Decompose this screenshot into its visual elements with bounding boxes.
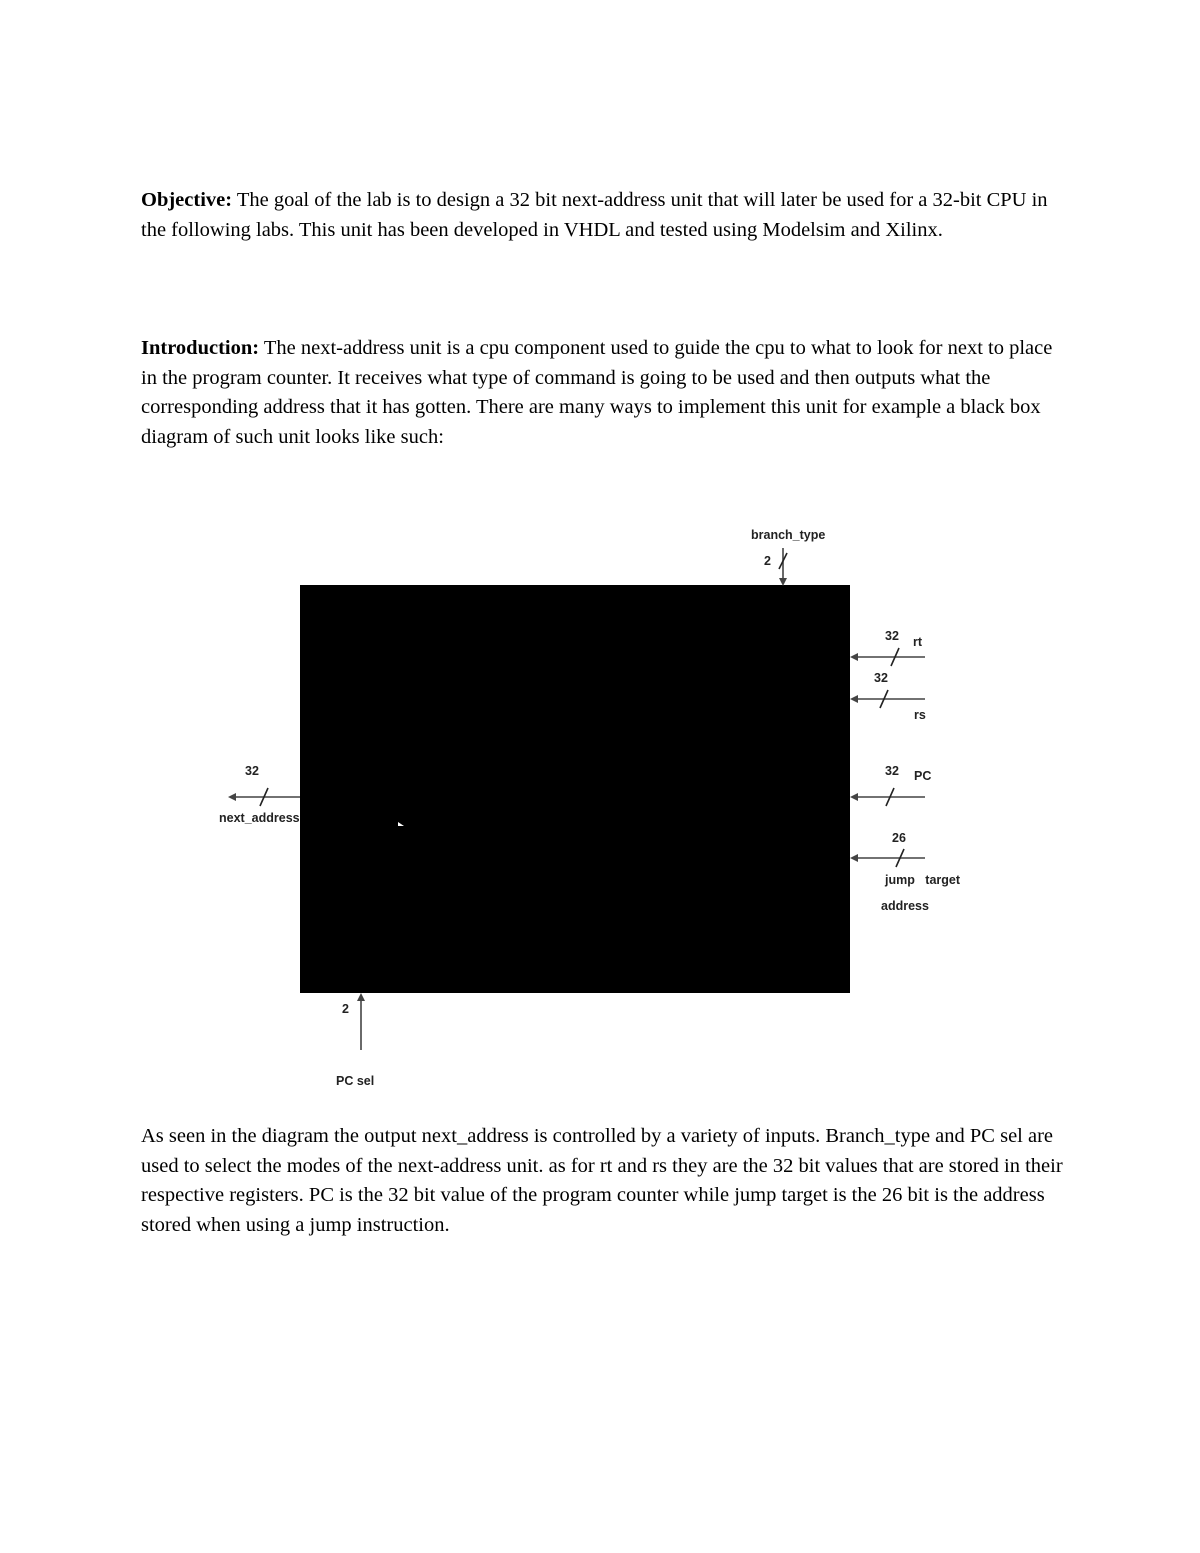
branch-type-width: 2 (764, 554, 771, 568)
pc-width: 32 (885, 764, 899, 778)
next-address-signal (219, 764, 300, 825)
jump-target-label-line2: address (881, 899, 929, 913)
pc-sel-width: 2 (342, 1002, 349, 1016)
branch-type-signal (751, 528, 825, 586)
introduction-paragraph (141, 334, 1071, 452)
introduction-label: Introduction: (141, 337, 260, 359)
rs-label: rs (914, 708, 926, 722)
pc-signal (850, 764, 931, 806)
rt-width: 32 (885, 629, 899, 643)
rs-signal (850, 671, 926, 722)
rt-signal (850, 629, 925, 666)
rs-width: 32 (874, 671, 888, 685)
pc-sel-signal (336, 993, 374, 1088)
explanation-paragraph: As seen in the diagram the output next_address is controlled by a variety of inputs. Branch_type and PC sel are used to select the modes of the next-address unit. as for rt and rs they are the 32 bit values that are stored in their respective registers. PC is the 32 bit value of the program counter while jump target is the 26 bit is the address stored when using a jump instruction. (141, 1125, 1063, 1236)
jump-target-label: jump target (885, 873, 961, 887)
introduction-text: The next-address unit is a cpu component used to guide the cpu to what to look for next to place in the program counter. It receives what type of command is going to be used and then outputs what the corresponding address that it has gotten. There are many ways to implement this unit for example a black box diagram of such unit looks like such: (141, 337, 1053, 448)
rt-label: rt (913, 635, 923, 649)
objective-label: Objective: (141, 189, 233, 211)
next-address-label: next_address (219, 811, 300, 825)
objective-text: The goal of the lab is to design a 32 bit next-address unit that will later be used for a 32-bit CPU in the following labs. This unit has been developed in VHDL and tested using Modelsim and Xilinx. (141, 189, 1048, 241)
objective-paragraph (141, 186, 1071, 245)
next-address-width: 32 (245, 764, 259, 778)
branch-type-label: branch_type (751, 528, 826, 542)
jump-target-width: 26 (892, 831, 906, 845)
pc-sel-label: PC sel (336, 1074, 375, 1088)
cursor-mark (398, 822, 404, 826)
next-address-unit-block (300, 585, 850, 993)
pc-label: PC (914, 769, 932, 783)
jump-target-signal (850, 831, 961, 913)
